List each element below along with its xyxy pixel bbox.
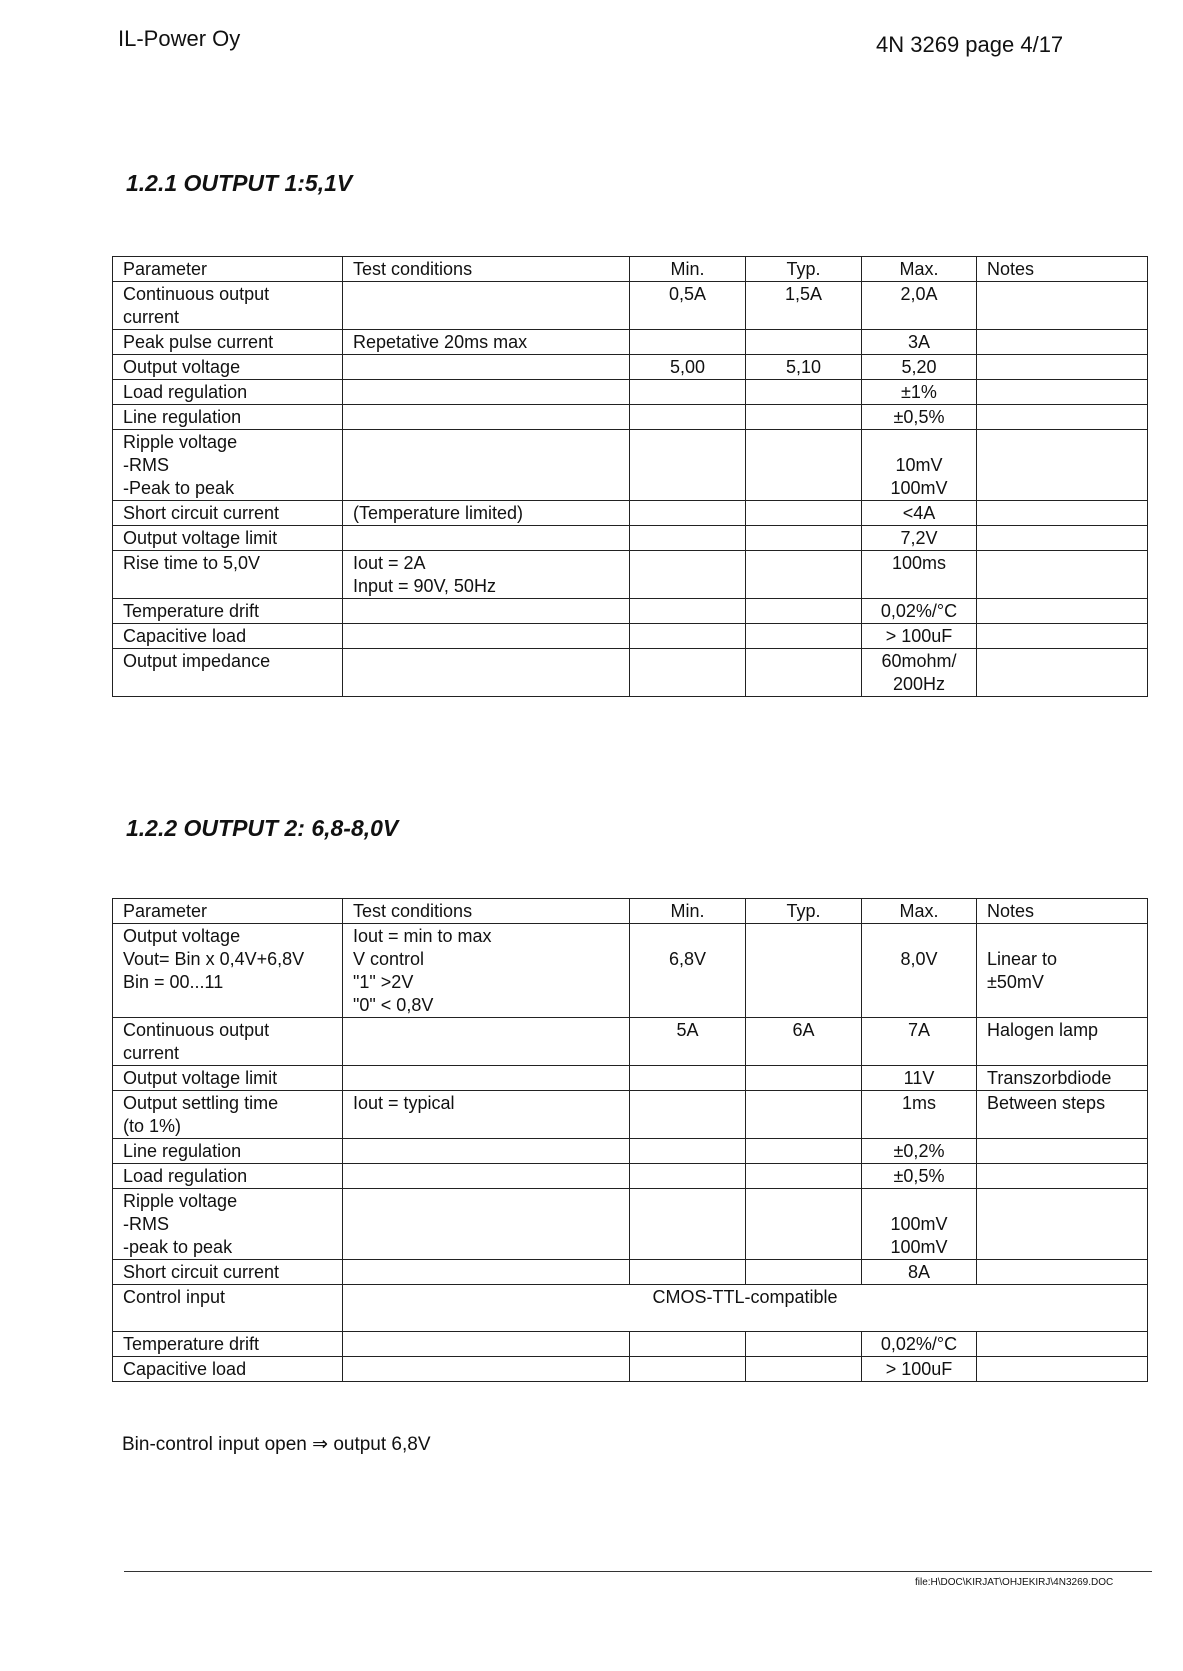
parameter-cell: Rise time to 5,0V [113, 551, 343, 599]
parameter-cell: Capacitive load [113, 624, 343, 649]
table-row [113, 1091, 1148, 1139]
min-cell: 6,8V [630, 924, 746, 1018]
notes-cell: Halogen lamp [977, 1018, 1148, 1066]
max-cell: ±0,5% [862, 405, 977, 430]
typ-cell [746, 330, 862, 355]
company-name: IL-Power Oy [118, 26, 241, 51]
table-row [113, 599, 1148, 624]
column-header: Notes [977, 257, 1148, 282]
parameter-cell: Line regulation [113, 405, 343, 430]
max-cell: 100ms [862, 551, 977, 599]
notes-cell [977, 624, 1148, 649]
typ-cell [746, 1066, 862, 1091]
typ-cell [746, 1260, 862, 1285]
table-row [113, 526, 1148, 551]
min-cell [630, 1189, 746, 1260]
column-header: Min. [630, 257, 746, 282]
table-row [113, 924, 1148, 1018]
table-row [113, 624, 1148, 649]
test-conditions-cell [343, 1018, 630, 1066]
table-row [113, 355, 1148, 380]
max-cell: 0,02%/°C [862, 599, 977, 624]
test-conditions-cell [343, 405, 630, 430]
min-cell [630, 430, 746, 501]
column-header: Typ. [746, 899, 862, 924]
max-cell: 3A [862, 330, 977, 355]
typ-cell [746, 501, 862, 526]
typ-cell [746, 1164, 862, 1189]
parameter-cell: Control input [113, 1285, 343, 1332]
min-cell [630, 330, 746, 355]
test-conditions-cell: (Temperature limited) [343, 501, 630, 526]
column-header: Notes [977, 899, 1148, 924]
typ-cell [746, 430, 862, 501]
typ-cell [746, 405, 862, 430]
max-cell: 11V [862, 1066, 977, 1091]
max-cell: > 100uF [862, 1357, 977, 1382]
test-conditions-cell [343, 1139, 630, 1164]
test-conditions-cell [343, 1260, 630, 1285]
table-header-row [113, 899, 1148, 924]
parameter-cell: Short circuit current [113, 1260, 343, 1285]
parameter-cell: Capacitive load [113, 1357, 343, 1382]
max-cell: 100mV 100mV [862, 1189, 977, 1260]
spec-table-output-2 [112, 898, 1148, 1382]
parameter-cell: Ripple voltage -RMS -Peak to peak [113, 430, 343, 501]
min-cell [630, 551, 746, 599]
max-cell: 8A [862, 1260, 977, 1285]
table-row [113, 1164, 1148, 1189]
table-row [113, 501, 1148, 526]
max-cell: 5,20 [862, 355, 977, 380]
column-header: Test conditions [343, 899, 630, 924]
min-cell [630, 1357, 746, 1382]
min-cell [630, 380, 746, 405]
min-cell [630, 1164, 746, 1189]
table-row [113, 380, 1148, 405]
max-cell: 7A [862, 1018, 977, 1066]
test-conditions-cell [343, 355, 630, 380]
max-cell: 2,0A [862, 282, 977, 330]
notes-cell [977, 1332, 1148, 1357]
test-conditions-cell [343, 1189, 630, 1260]
min-cell [630, 1260, 746, 1285]
table-row [113, 1332, 1148, 1357]
table-row [113, 551, 1148, 599]
test-conditions-cell: Iout = min to max V control "1" >2V "0" < 0,8V [343, 924, 630, 1018]
typ-cell: 5,10 [746, 355, 862, 380]
table-row [113, 1260, 1148, 1285]
column-header: Test conditions [343, 257, 630, 282]
bin-control-note: Bin-control input open ⇒ output 6,8V [122, 1434, 431, 1455]
typ-cell [746, 1091, 862, 1139]
section-title-output-1: 1.2.1 OUTPUT 1:5,1V [126, 170, 353, 196]
footer-divider [124, 1571, 1152, 1572]
table-row [113, 1018, 1148, 1066]
parameter-cell: Load regulation [113, 380, 343, 405]
column-header: Typ. [746, 257, 862, 282]
notes-cell [977, 1189, 1148, 1260]
max-cell: 60mohm/ 200Hz [862, 649, 977, 697]
parameter-cell: Short circuit current [113, 501, 343, 526]
min-cell: 5,00 [630, 355, 746, 380]
parameter-cell: Line regulation [113, 1139, 343, 1164]
test-conditions-cell: Iout = typical [343, 1091, 630, 1139]
parameter-cell: Ripple voltage -RMS -peak to peak [113, 1189, 343, 1260]
max-cell: ±0,2% [862, 1139, 977, 1164]
parameter-cell: Temperature drift [113, 1332, 343, 1357]
column-header: Max. [862, 899, 977, 924]
parameter-cell: Output voltage limit [113, 1066, 343, 1091]
table-row [113, 330, 1148, 355]
max-cell: ±1% [862, 380, 977, 405]
test-conditions-cell [343, 624, 630, 649]
notes-cell [977, 1357, 1148, 1382]
typ-cell: 6A [746, 1018, 862, 1066]
test-conditions-cell [343, 430, 630, 501]
test-conditions-cell [343, 1164, 630, 1189]
test-conditions-cell: Iout = 2A Input = 90V, 50Hz [343, 551, 630, 599]
notes-cell: Linear to ±50mV [977, 924, 1148, 1018]
min-cell [630, 599, 746, 624]
test-conditions-cell [343, 380, 630, 405]
typ-cell [746, 649, 862, 697]
table-row [113, 1357, 1148, 1382]
parameter-cell: Output voltage limit [113, 526, 343, 551]
notes-cell [977, 1260, 1148, 1285]
notes-cell [977, 355, 1148, 380]
typ-cell [746, 551, 862, 599]
table-row [113, 1139, 1148, 1164]
table-row [113, 1189, 1148, 1260]
max-cell: 7,2V [862, 526, 977, 551]
table-header-row [113, 257, 1148, 282]
notes-cell [977, 330, 1148, 355]
notes-cell [977, 1139, 1148, 1164]
test-conditions-cell [343, 1357, 630, 1382]
max-cell: 1ms [862, 1091, 977, 1139]
notes-cell: Between steps [977, 1091, 1148, 1139]
typ-cell [746, 380, 862, 405]
min-cell [630, 501, 746, 526]
parameter-cell: Peak pulse current [113, 330, 343, 355]
table-row [113, 405, 1148, 430]
test-conditions-cell [343, 526, 630, 551]
typ-cell [746, 526, 862, 551]
min-cell [630, 649, 746, 697]
notes-cell [977, 380, 1148, 405]
notes-cell [977, 282, 1148, 330]
max-cell: 0,02%/°C [862, 1332, 977, 1357]
test-conditions-cell [343, 1332, 630, 1357]
column-header: Min. [630, 899, 746, 924]
typ-cell [746, 1357, 862, 1382]
min-cell [630, 1139, 746, 1164]
parameter-cell: Continuous output current [113, 1018, 343, 1066]
table-row-control-input [113, 1285, 1148, 1332]
table-row [113, 282, 1148, 330]
column-header: Parameter [113, 257, 343, 282]
notes-cell [977, 501, 1148, 526]
typ-cell [746, 924, 862, 1018]
min-cell: 0,5A [630, 282, 746, 330]
test-conditions-cell: Repetative 20ms max [343, 330, 630, 355]
parameter-cell: Output voltage [113, 355, 343, 380]
min-cell [630, 624, 746, 649]
notes-cell [977, 405, 1148, 430]
notes-cell: Transzorbdiode [977, 1066, 1148, 1091]
test-conditions-cell [343, 649, 630, 697]
min-cell [630, 405, 746, 430]
test-conditions-cell [343, 1066, 630, 1091]
parameter-cell: Output impedance [113, 649, 343, 697]
notes-cell [977, 551, 1148, 599]
max-cell: ±0,5% [862, 1164, 977, 1189]
parameter-cell: Output voltage Vout= Bin x 0,4V+6,8V Bin = 00...11 [113, 924, 343, 1018]
typ-cell [746, 1189, 862, 1260]
max-cell: > 100uF [862, 624, 977, 649]
parameter-cell: Temperature drift [113, 599, 343, 624]
max-cell: <4A [862, 501, 977, 526]
min-cell [630, 1332, 746, 1357]
table-row [113, 1066, 1148, 1091]
max-cell: 10mV 100mV [862, 430, 977, 501]
test-conditions-cell [343, 282, 630, 330]
parameter-cell: Continuous output current [113, 282, 343, 330]
column-header: Parameter [113, 899, 343, 924]
notes-cell [977, 599, 1148, 624]
parameter-cell: Load regulation [113, 1164, 343, 1189]
section-title-output-2: 1.2.2 OUTPUT 2: 6,8-8,0V [126, 815, 399, 841]
notes-cell [977, 526, 1148, 551]
min-cell [630, 1091, 746, 1139]
typ-cell [746, 1332, 862, 1357]
spec-table-output-1 [112, 256, 1148, 697]
min-cell [630, 526, 746, 551]
typ-cell [746, 624, 862, 649]
table-row [113, 430, 1148, 501]
typ-cell [746, 599, 862, 624]
page-reference: 4N 3269 page 4/17 [876, 32, 1064, 57]
parameter-cell: Output settling time (to 1%) [113, 1091, 343, 1139]
notes-cell [977, 430, 1148, 501]
notes-cell [977, 1164, 1148, 1189]
notes-cell [977, 649, 1148, 697]
typ-cell [746, 1139, 862, 1164]
min-cell: 5A [630, 1018, 746, 1066]
column-header: Max. [862, 257, 977, 282]
max-cell: 8,0V [862, 924, 977, 1018]
control-input-value-cell: CMOS-TTL-compatible [343, 1285, 1148, 1332]
footer-file-path: file:H\DOC\KIRJAT\OHJEKIRJ\4N3269.DOC [915, 1577, 1114, 1588]
test-conditions-cell [343, 599, 630, 624]
table-row [113, 649, 1148, 697]
typ-cell: 1,5A [746, 282, 862, 330]
min-cell [630, 1066, 746, 1091]
